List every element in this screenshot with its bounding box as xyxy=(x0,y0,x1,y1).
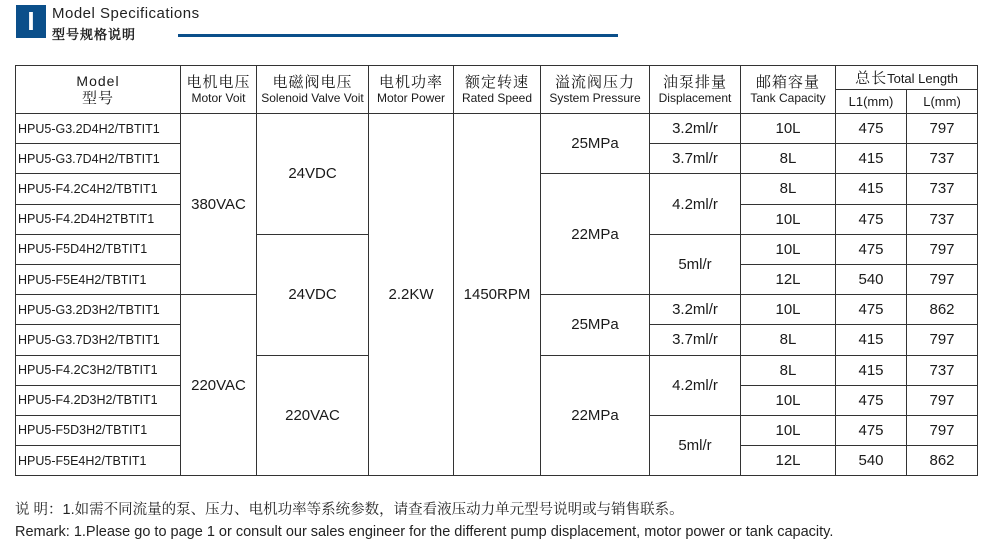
l1-cell: 415 xyxy=(836,174,907,204)
tank-cell: 12L xyxy=(741,264,836,294)
displacement-cell: 4.2ml/r xyxy=(650,355,741,415)
model-cell: HPU5-G3.7D4H2/TBTIT1 xyxy=(16,144,181,174)
header-speed: 额定转速 Rated Speed xyxy=(454,66,541,114)
l-cell: 862 xyxy=(907,295,978,325)
model-cell: HPU5-F4.2C3H2/TBTIT1 xyxy=(16,355,181,385)
l1-cell: 415 xyxy=(836,144,907,174)
header-pressure: 溢流阀压力 System Pressure xyxy=(541,66,650,114)
remark-en: Remark: 1.Please go to page 1 or consult our sales engineer for the different pump displacement, motor power or tank capacity. xyxy=(15,524,834,540)
header-l: L(mm) xyxy=(907,90,978,114)
l-cell: 797 xyxy=(907,264,978,294)
tank-cell: 10L xyxy=(741,204,836,234)
header-solenoid: 电磁阀电压 Solenoid Valve Voit xyxy=(257,66,369,114)
table-header-row xyxy=(16,66,978,90)
section-title-en: Model Specifications xyxy=(52,5,200,22)
solenoid-cell: 24VDC xyxy=(257,234,369,355)
header-l1: L1(mm) xyxy=(836,90,907,114)
tank-cell: 10L xyxy=(741,234,836,264)
displacement-cell: 4.2ml/r xyxy=(650,174,741,234)
remark-cn: 说 明：1.如需不同流量的泵、压力、电机功率等系统参数，请查看液压动力单元型号说明或与销售联系。 xyxy=(15,502,684,518)
spec-table xyxy=(15,65,978,476)
voltage-cell: 380VAC xyxy=(181,114,257,295)
header-tank: 邮箱容量 Tank Capacity xyxy=(741,66,836,114)
displacement-cell: 5ml/r xyxy=(650,234,741,294)
header-voltage: 电机电压 Motor Voit xyxy=(181,66,257,114)
l1-cell: 475 xyxy=(836,234,907,264)
pressure-cell: 25MPa xyxy=(541,114,650,174)
model-cell: HPU5-F5E4H2/TBTIT1 xyxy=(16,446,181,476)
power-cell: 2.2KW xyxy=(369,114,454,476)
model-cell: HPU5-G3.7D3H2/TBTIT1 xyxy=(16,325,181,355)
pressure-cell: 22MPa xyxy=(541,355,650,476)
l-cell: 797 xyxy=(907,234,978,264)
l-cell: 737 xyxy=(907,204,978,234)
tank-cell: 8L xyxy=(741,144,836,174)
model-cell: HPU5-G3.2D3H2/TBTIT1 xyxy=(16,295,181,325)
header-total-length: 总长Total Length xyxy=(836,66,978,90)
l1-cell: 475 xyxy=(836,114,907,144)
displacement-cell: 3.2ml/r xyxy=(650,114,741,144)
l1-cell: 475 xyxy=(836,204,907,234)
tank-cell: 10L xyxy=(741,415,836,445)
l1-cell: 540 xyxy=(836,264,907,294)
tank-cell: 10L xyxy=(741,114,836,144)
section-title-cn: 型号规格说明 xyxy=(52,27,137,42)
l1-cell: 475 xyxy=(836,415,907,445)
l-cell: 797 xyxy=(907,114,978,144)
tank-cell: 12L xyxy=(741,446,836,476)
model-cell: HPU5-F4.2D4H2TBTIT1 xyxy=(16,204,181,234)
l-cell: 737 xyxy=(907,355,978,385)
tank-cell: 10L xyxy=(741,295,836,325)
model-cell: HPU5-F5E4H2/TBTIT1 xyxy=(16,264,181,294)
header-displacement: 油泵排量 Displacement xyxy=(650,66,741,114)
model-cell: HPU5-G3.2D4H2/TBTIT1 xyxy=(16,114,181,144)
l1-cell: 475 xyxy=(836,295,907,325)
speed-cell: 1450RPM xyxy=(454,114,541,476)
solenoid-cell: 220VAC xyxy=(257,355,369,476)
l-cell: 737 xyxy=(907,174,978,204)
tank-cell: 8L xyxy=(741,325,836,355)
l1-cell: 415 xyxy=(836,325,907,355)
l-cell: 862 xyxy=(907,446,978,476)
model-cell: HPU5-F4.2D3H2/TBTIT1 xyxy=(16,385,181,415)
displacement-cell: 3.7ml/r xyxy=(650,144,741,174)
tank-cell: 8L xyxy=(741,174,836,204)
displacement-cell: 3.7ml/r xyxy=(650,325,741,355)
header-model: Model 型号 xyxy=(16,66,181,114)
displacement-cell: 3.2ml/r xyxy=(650,295,741,325)
model-cell: HPU5-F5D4H2/TBTIT1 xyxy=(16,234,181,264)
header-power: 电机功率 Motor Power xyxy=(369,66,454,114)
l-cell: 797 xyxy=(907,415,978,445)
l1-cell: 415 xyxy=(836,355,907,385)
header-rule xyxy=(178,34,618,37)
l1-cell: 475 xyxy=(836,385,907,415)
tank-cell: 8L xyxy=(741,355,836,385)
pressure-cell: 22MPa xyxy=(541,174,650,295)
tank-cell: 10L xyxy=(741,385,836,415)
pressure-cell: 25MPa xyxy=(541,295,650,355)
model-cell: HPU5-F4.2C4H2/TBTIT1 xyxy=(16,174,181,204)
voltage-cell: 220VAC xyxy=(181,295,257,476)
section-marker-icon: I xyxy=(16,5,46,38)
l1-cell: 540 xyxy=(836,446,907,476)
displacement-cell: 5ml/r xyxy=(650,415,741,475)
model-cell: HPU5-F5D3H2/TBTIT1 xyxy=(16,415,181,445)
solenoid-cell: 24VDC xyxy=(257,114,369,235)
l-cell: 797 xyxy=(907,385,978,415)
table-row xyxy=(16,114,978,144)
l-cell: 797 xyxy=(907,325,978,355)
l-cell: 737 xyxy=(907,144,978,174)
